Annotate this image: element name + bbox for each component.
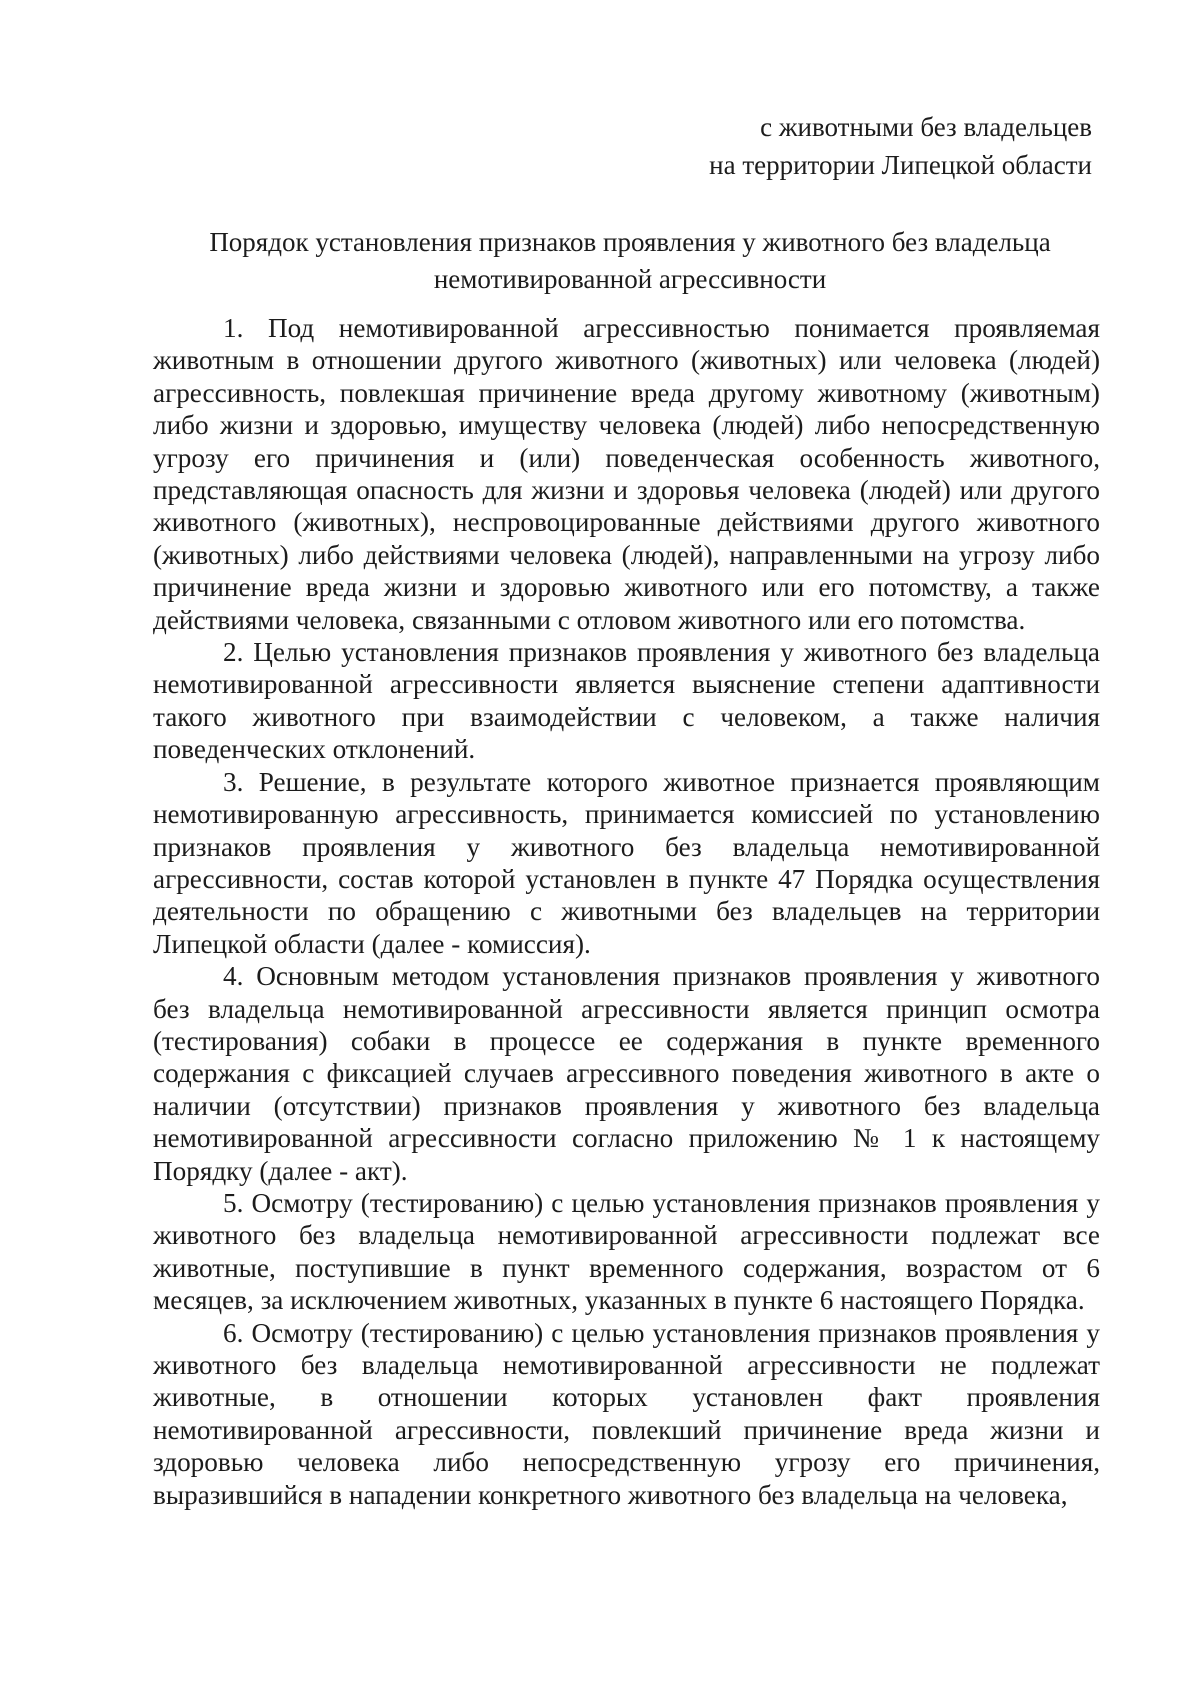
header-note-line-1: с животными без владельцев: [760, 112, 1092, 142]
paragraph-5: 5. Осмотру (тестированию) с целью установления признаков проявления у животного без владельца немотивированной агрессивности подлежат все животные, поступившие в пункт временного содержания, возрастом от 6 месяцев, за исключением животных, указанных в пункте 6 настоящего Порядка.: [153, 1187, 1100, 1316]
document-title: [160, 224, 1100, 298]
paragraph-3: 3. Решение, в результате которого животное признается проявляющим немотивированную агрессивность, принимается комиссией по установлению признаков проявления у животного без владельца немотивированной агрессивности, состав которой установлен в пункте 47 Порядка осуществления деятельности по обращению с животными без владельцев на территории Липецкой области (далее - комиссия).: [153, 766, 1100, 959]
header-note-line-2: на территории Липецкой области: [709, 150, 1092, 180]
header-note: [709, 108, 1092, 184]
document-body: [153, 312, 1100, 1511]
document-title-line-2: немотивированной агрессивности: [433, 264, 827, 294]
paragraph-1: 1. Под немотивированной агрессивностью понимается проявляемая животным в отношении другого животного (животных) или человека (людей) агрессивность, повлекшая причинение вреда другому животному (животным) либо жизни и здоровью, имуществу человека (людей) либо непосредственную угрозу его причинения и (или) поведенческая особенность животного, представляющая опасность для жизни и здоровья человека (людей) или другого животного (животных), неспровоцированные действиями другого животного (животных) либо действиями человека (людей), направленными на угрозу либо причинение вреда жизни и здоровью животного или его потомству, а также действиями человека, связанными с отловом животного или его потомства.: [153, 313, 1100, 635]
paragraph-2: 2. Целью установления признаков проявления у животного без владельца немотивированной агрессивности является выяснение степени адаптивности такого животного при взаимодействии с человеком, а также наличия поведенческих отклонений.: [153, 637, 1100, 765]
paragraph-4: 4. Основным методом установления признаков проявления у животного без владельца немотивированной агрессивности является принцип осмотра (тестирования) собаки в процессе ее содержания в пункте временного содержания с фиксацией случаев агрессивного поведения животного в акте о наличии (отсутствии) признаков проявления у животного без владельца немотивированной агрессивности согласно приложению № 1 к настоящему Порядку (далее - акт).: [153, 961, 1100, 1186]
paragraph-6: 6. Осмотру (тестированию) с целью установления признаков проявления у животного без владельца немотивированной агрессивности не подлежат животные, в отношении которых установлен факт проявления немотивированной агрессивности, повлекший причинение вреда жизни и здоровью человека либо непосредственную угрозу его причинения, выразившийся в нападении конкретного животного без владельца на человека,: [153, 1317, 1100, 1510]
document-title-line-1: Порядок установления признаков проявления у животного без владельца: [209, 227, 1051, 257]
